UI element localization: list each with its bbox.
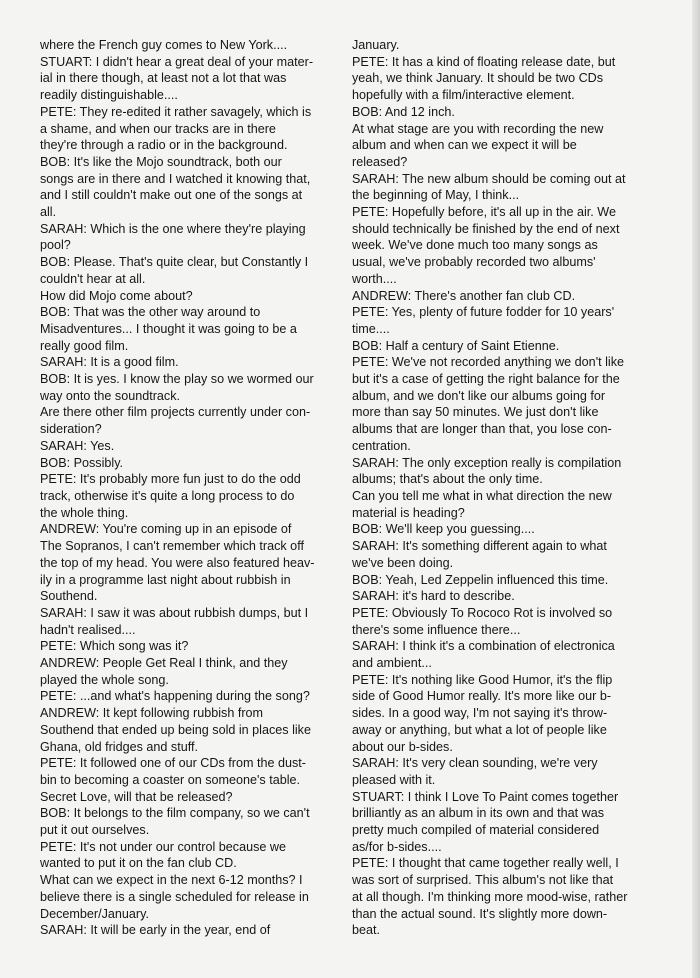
paragraph: SARAH: I think it's a combination of electronica and ambient... [352,639,615,671]
paragraph: BOB: And 12 inch. [352,104,455,119]
paragraph: BOB: Half a century of Saint Etienne. [352,338,560,353]
paragraph: ANDREW: People Get Real I think, and they played the whole song. [40,656,288,687]
paragraph: PETE: They re-edited it rather savagely, which is a shame, and when our tracks are in there they're through a radio or in the background. [40,104,312,153]
paragraph: PETE: It followed one of our CDs from the dust- bin to becoming a coaster on someone's table. Secret Love, will that be released? [40,756,306,804]
paragraph: PETE: It's not under our control because we wanted to put it on the fan club CD. [40,839,287,871]
paragraph: BOB: We'll keep you guessing.... [352,522,535,537]
paragraph: What can we expect in the next 6-12 months? I believe there is a single scheduled for release in December/January. [40,873,309,921]
paragraph: PETE: Which song was it? [40,639,189,654]
paragraph: PETE: Obviously To Rococo Rot is involved so there's some influence there... [352,605,613,637]
paragraph: Are there other film projects currently under con- sideration? [40,405,311,437]
paragraph: STUART: I didn't hear a great deal of your mater- ial in there though, at least not a lot that was readily distinguishable.... [40,54,314,103]
paragraph: SARAH: It will be early in the year, end of [40,923,271,938]
paragraph: BOB: It is yes. I know the play so we wormed our way onto the soundtrack. [40,372,314,403]
paragraph: SARAH: Yes. [40,438,115,453]
paragraph: SARAH: It is a good film. [40,355,179,370]
paragraph: PETE: It's nothing like Good Humor, it's the flip side of Good Humor really. It's more like our b- sides. In a good way, I'm not saying it's throw- away or anything, but what a lot of people like about our b-sides. [352,672,613,754]
paragraph: How did Mojo come about? [40,288,193,303]
paragraph: BOB: Please. That's quite clear, but Constantly I couldn't hear at all. [40,255,309,286]
paragraph: Can you tell me what in what direction the new material is heading? [352,488,612,520]
paragraph: PETE: Hopefully before, it's all up in the air. We should technically be finished by the end of next week. We've done much too many songs as usual, we've probably recorded two albums' worth.... [352,205,620,286]
paragraph: SARAH: The only exception really is compilation albums; that's about the only time. [352,455,622,487]
paragraph: ANDREW: There's another fan club CD. [352,288,576,303]
paragraph: PETE: It has a kind of floating release date, but yeah, we think January. It should be two CDs hopefully with a film/interactive element. [352,54,616,103]
paragraph: SARAH: it's hard to describe. [352,589,515,604]
paragraph: BOB: It belongs to the film company, so we can't put it out ourselves. [40,806,310,838]
paragraph: SARAH: Which is the one where they're playing pool? [40,221,306,253]
paragraph: where the French guy comes to New York.... [40,38,288,52]
paragraph: BOB: It's like the Mojo soundtrack, both our songs are in there and I watched it knowing that, and I still couldn't make out one of the songs at all. [40,154,311,220]
paragraph: BOB: That was the other way around to Misadventures... I thought it was going to be a really good film. [40,305,297,353]
paragraph: January. [352,38,400,52]
page-edge [692,0,700,978]
paragraph: PETE: I thought that came together really well, I was sort of surprised. This album's not like that at all though. I'm thinking more mood-wise, rather than the actual sound. It's slightly more down- beat. [352,856,628,938]
paragraph: PETE: Yes, plenty of future fodder for 10 years' time.... [352,305,615,336]
paragraph: SARAH: It's very clean sounding, we're very pleased with it. [352,756,598,787]
paragraph: PETE: We've not recorded anything we don't like but it's a case of getting the right balance for the album, and we don't like our albums going for more than say 50 minutes. We just don't like albums that are longer than that, you lose con- centration. [352,355,624,453]
paragraph: SARAH: The new album should be coming out at the beginning of May, I think... [352,171,626,203]
paragraph: BOB: Yeah, Led Zeppelin influenced this time. [352,572,609,587]
paragraph: SARAH: I saw it was about rubbish dumps, but I hadn't realised.... [40,605,309,637]
paragraph: PETE: It's probably more fun just to do the odd track, otherwise it's quite a long process to do the whole thing. [40,472,301,520]
paragraph: SARAH: It's something different again to what we've been doing. [352,539,607,570]
paragraph: PETE: ...and what's happening during the song? [40,689,310,704]
paragraph: STUART: I think I Love To Paint comes together brilliantly as an album in its own and that was pretty much compiled of material considered as/for b-sides.... [352,789,619,854]
right-column [352,37,642,939]
paragraph: ANDREW: It kept following rubbish from Southend that ended up being sold in places like Ghana, old fridges and stuff. [40,706,311,754]
paragraph: ANDREW: You're coming up in an episode of The Sopranos, I can't remember which track off the top of my head. You were also featured heav- ily in a programme last night about rubbish in Southend. [40,522,315,604]
left-column [40,37,340,939]
paragraph: At what stage are you with recording the new album and when can we expect it will be released? [352,121,604,169]
paragraph: BOB: Possibly. [40,455,124,470]
